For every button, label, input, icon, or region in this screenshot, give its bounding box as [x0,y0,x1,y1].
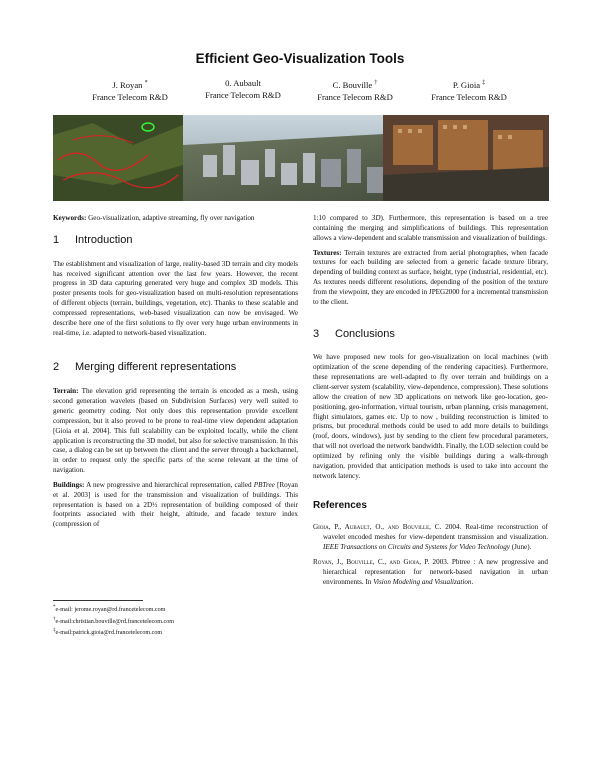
reference-item [313,558,548,588]
right-column [313,214,548,593]
reference-title: 2004. Real-time reconstruction of wavelet encoded meshes for view-dependent transmission and visualization. [323,523,548,542]
author-mark: * [144,80,148,86]
footnote-email: e-mail:christian.bouville@rd.francetelecom.com [55,618,175,625]
author-name: P. Gioia [452,79,481,90]
terrain-text: The elevation grid representing the terrain is encoded as a mesh, using second generation wavelets (based on Subdivision Surfaces) very well suited to generic geometry coding. Not only does this representation provide excellent compression, but it also proved to be prone to real-time view dependent adaptation [Gioia et al. 2004]. This full scalability can be exploited locally, while the client application is reconstructing the 3D model, but also for selective transmission. In this case, a dialog can be set up between the client and the server through a backchannel, in order to request only the specific parts of the scene relevant at the time of navigation. [53,387,299,475]
reference-tail: (June). [509,543,532,552]
textures-label: Textures: [313,248,342,257]
footnote [53,626,298,638]
keywords-text: Geo-visualization, adaptive streaming, fly over navigation [88,214,255,222]
buildings-cont-text-2: ). Furthermore, this representation is based on a tree containing the merging and simplifications of buildings. This representation allows a view-dependent and scalable transmission and visualization of buildings. [313,214,548,242]
author-block [409,77,529,103]
section-title: Introduction [75,233,133,246]
author-block [183,77,303,101]
buildings-paragraph [53,481,298,530]
author-block [70,77,190,103]
section-title: Merging different representations [75,361,237,374]
footnote-mark: † [53,615,56,622]
footnotes [53,603,298,638]
intro-paragraph: The establishment and visualization of large, reality-based 3D terrain and city models has received significant attention over the last few years. However, the recent progress in 3D data capturing generated very huge and complex 3D models. This poster presents tools for geo-visualization based on multi-resolution representations of different objects (terrain, buildings, vegetation, etc). Thanks to these scalable and compressed representations, web-based visualization can now be envisaged. We describe here one of the first solutions to fly over very huge urban environments in real-time, i.e. adapted to network-based visualization. [53,259,298,337]
author-block [295,77,415,103]
section-number: 3 [313,327,320,340]
reference-venue: IEEE Transactions on Circuits and Systems for Video Technology [323,543,510,552]
footnote-mark: * [53,604,56,610]
section-heading [313,327,548,340]
reference-venue: Vision Modeling and Visualization [373,577,472,586]
footnote-email: e-mail:patrick.gioia@rd.francetelecom.com [55,630,163,637]
author-name: C. Bouville [332,79,373,90]
footnote-mark: ‡ [53,627,56,634]
author-mark: ‡ [482,80,486,86]
textures-paragraph [313,249,548,308]
buildings-continuation [313,214,548,244]
reference-tail: . [471,577,474,586]
reference-authors: Gioia, P., Aubault, O., and Bouville, C. [313,523,442,532]
terrain-label: Terrain: [53,387,79,396]
paper-title: Efficient Geo-Visualization Tools [195,51,405,66]
footnote-rule [53,600,143,601]
terrain-paragraph [53,387,298,476]
buildings-cont-italic: 3D [371,214,381,222]
section-heading [53,363,298,373]
buildings-cont-text: 1:10 compared to [313,214,372,222]
references-heading: References [313,500,367,512]
section-number: 1 [53,233,60,246]
author-name: 0. Aubault [225,78,261,88]
textures-text: Terrain textures are extracted from aerial photographes, when facade textures for each building are selected from a generic facade texture library, depending of building context as surface, height, type (industrial, residential, etc). As textures needs different resolutions, depending of the position of the texture from the viewpoint, they are encoded in JPEG2000 for a incremental transmission to the client. [313,248,548,306]
section-heading [53,233,298,246]
pbtree-term: PBTree [253,480,275,489]
reference-item [313,523,548,553]
section-number: 2 [53,361,60,374]
teaser-figure [53,115,549,201]
buildings-label: Buildings: [53,480,85,489]
conclusions-paragraph: We have proposed new tools for geo-visualization on local machines (with optimization of the scene depending of the rendering capacities). Furthermore, these representations are well-adapted to fly over terrain and buildings on a client-server system (scalability, view-dependence, compression). These solutions allow the creation of new 3D applications on network like geo-location, geo-positioning, geo-information, virtual tourism, urban planning, crisis management, flight simulators, games etc. Up to now , building reconstruction is limited to prisms, but procedural methods could be used to add more details to buildings (roof, doors, windows), just by sending to the client few procedural parameters, that will not overload the network bandwidth. Finally, the LOD selection could be optimized by refining only the visible buildings during a walk-through navigation, provided that anticipation methods is used to take into account the network latency. [313,353,548,480]
reference-title: 2003. Pbtree : A new progressive and hierarchical representation for network-based navigation in urban environments. In [323,557,548,586]
city-render-image [53,115,549,201]
section-title: Conclusions [335,327,395,340]
buildings-text: A new progressive and hierarchical representation, called [86,480,254,489]
left-column [53,214,298,535]
footnote [53,615,298,627]
reference-authors: Royan, J., Bouville, C., and Gioia, P. [313,557,430,566]
author-mark: † [374,80,378,86]
footnote-email: e-mail: jerome.royan@rd.francetelecom.com [55,607,166,614]
author-affiliation: France Telecom R&D [92,91,168,102]
author-name: J. Royan [112,79,143,90]
footnote [53,603,298,615]
author-affiliation: France Telecom R&D [205,90,281,100]
author-affiliation: France Telecom R&D [317,91,393,102]
keywords-label: Keywords: [53,214,87,222]
buildings-text-cont: [Royan et al. 2003] is used for the transmission and visualization of buildings. This representation is based on a 2D½ representation of building composed of their footprints associated with their height, altitude, and facade texture index (compression of [53,480,298,529]
author-affiliation: France Telecom R&D [431,91,507,102]
keywords [53,214,298,224]
